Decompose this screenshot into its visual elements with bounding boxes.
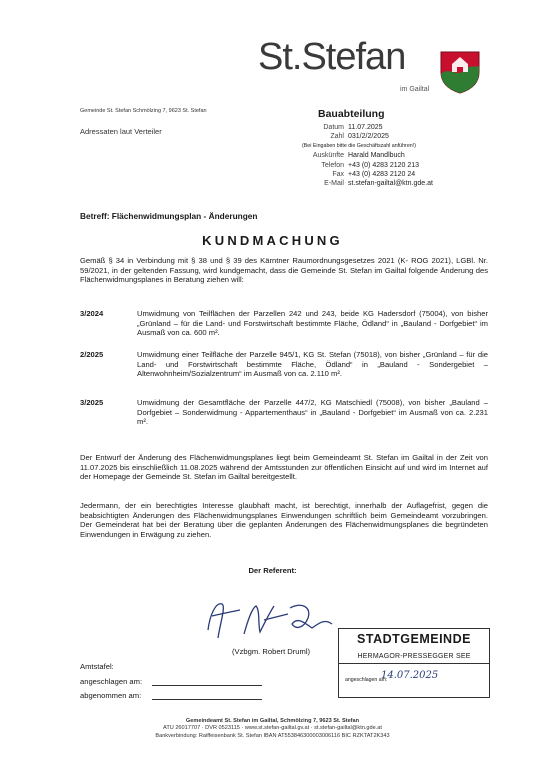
info-key: Zahl bbox=[330, 133, 344, 141]
stamp-posted-label: angeschlagen am: bbox=[345, 677, 388, 683]
footer-registration: ATU 26017707 · DVR 0523115 · www.st.stefan-gailtal.gv.at · st.stefan-gailtal@ktn.gde.at bbox=[163, 725, 382, 732]
amendment-number: 2/2025 bbox=[80, 350, 104, 359]
department-title: Bauabteilung bbox=[318, 108, 385, 120]
info-key: Auskünfte bbox=[312, 152, 344, 160]
info-key: Fax bbox=[332, 171, 344, 179]
posted-label: angeschlagen am: bbox=[80, 677, 143, 686]
info-row-contact bbox=[300, 151, 433, 160]
signature-icon bbox=[200, 594, 340, 644]
addressee: Adressaten laut Verteiler bbox=[80, 127, 162, 136]
document-title: KUNDMACHUNG bbox=[202, 233, 343, 248]
coat-of-arms-icon bbox=[437, 48, 483, 94]
sender-line: Gemeinde St. Stefan Schmölzing 7, 9623 St. Stefan bbox=[80, 108, 207, 114]
amtstafel-label: Amtstafel: bbox=[80, 662, 114, 671]
amendment-number: 3/2025 bbox=[80, 398, 104, 407]
info-key: Datum bbox=[323, 124, 344, 131]
municipality-logo-text: St.Stefan bbox=[258, 36, 406, 78]
removed-line bbox=[152, 691, 262, 700]
removed-label: abgenommen am: bbox=[80, 691, 142, 700]
footer-address: Gemeindeamt St. Stefan im Gailtal, Schmölzing 7, 9623 St. Stefan bbox=[185, 718, 360, 724]
amendment-item bbox=[80, 309, 488, 338]
posted-line bbox=[152, 677, 262, 686]
amendment-item bbox=[80, 350, 488, 379]
stamp-divider bbox=[339, 663, 489, 664]
info-value: +43 (0) 4283 2120 24 bbox=[348, 171, 416, 179]
intro-paragraph: Gemäß § 34 in Verbindung mit § 38 und § 39 des Kärntner Raumordnungsgesetzes 2021 (K- ROG 2021), LGBl. Nr. 59/2021, in der geltenden Fassung, wird kundgemacht, dass die Gemeinde St. Stefan im Gailtal folgende Änderung des Flächenwidmungsplanes in Beratung ziehen will: bbox=[80, 256, 488, 285]
info-value: st.stefan-gailtal@ktn.gde.at bbox=[348, 180, 433, 188]
footer-bank: Bankverbindung: Raiffeisenbank St. Stefan IBAN AT553846300003006116 BIC RZKTAT2K343 bbox=[155, 732, 390, 739]
info-key: E-Mail bbox=[324, 180, 344, 188]
info-note: (Bei Eingaben bitte die Geschäftszahl anführen!) bbox=[302, 142, 416, 149]
info-row-phone bbox=[300, 161, 433, 170]
footer bbox=[0, 718, 545, 740]
amendment-text: Umwidmung von Teilflächen der Parzellen 242 und 243, beide KG Hadersdorf (75004), von bisher „Grünland – für die Land- und Forstwirtschaft bestimmte Fläche, Ödland“ in „Bauland - Dorfgebiet“ im Ausmaß von ca. 600 m². bbox=[137, 309, 488, 338]
info-row-date bbox=[300, 123, 433, 132]
info-row-note bbox=[300, 142, 433, 151]
municipality-stamp bbox=[338, 628, 490, 698]
info-key: Telefon bbox=[321, 161, 344, 169]
subject-line: Betreff: Flächenwidmungsplan - Änderungen bbox=[80, 211, 258, 221]
amendment-item bbox=[80, 398, 488, 427]
display-notice-paragraph: Der Entwurf der Änderung des Flächenwidmungsplanes liegt beim Gemeindeamt St. Stefan im Gailtal in der Zeit von 11.07.2025 bis einschließlich 11.08.2025 während der Amtsstunden zur öffentlichen Einsicht auf und wird im Internet auf der Homepage der Gemeinde St. Stefan im Gailtal bereitgestellt. bbox=[80, 453, 488, 482]
info-value: 031/2/2/2025 bbox=[348, 133, 389, 141]
objection-paragraph: Jedermann, der ein berechtigtes Interesse glaubhaft macht, ist berechtigt, innerhalb der Auflagefrist, gegen die beabsichtigten Änderungen des Flächenwidmungsplanes Einwendungen schriftlich beim Gemeindeamt vorzubringen. Der Gemeinderat hat bei der Beratung über die geplanten Änderungen des Flächenwidmungsplanes die begründeten Einwendungen in Erwägung zu ziehen. bbox=[80, 501, 488, 539]
logo-subtitle: im Gailtal bbox=[400, 86, 430, 93]
stamp-subtitle: HERMAGOR-PRESSEGGER SEE bbox=[357, 653, 471, 660]
posted-date-row bbox=[80, 677, 262, 686]
info-value: +43 (0) 4283 2120 213 bbox=[348, 161, 420, 169]
info-value: Harald Mandlbuch bbox=[348, 152, 405, 160]
amendment-text: Umwidmung einer Teilfläche der Parzelle 945/1, KG St. Stefan (75018), von bisher „Grünland – für die Land- und Forstwirtschaft bestimmte Fläche, Ödland“ in „Bauland - Sondergebiet – Altenwohnheim/Sozialzentrum“ im Ausmaß von ca. 2.110 m². bbox=[137, 350, 488, 379]
referent-label: Der Referent: bbox=[248, 566, 297, 575]
info-row-email bbox=[300, 179, 433, 188]
amendment-number: 3/2024 bbox=[80, 309, 104, 318]
stamp-title: STADTGEMEINDE bbox=[357, 632, 471, 646]
department-info bbox=[300, 123, 433, 189]
signatory-name: (Vzbgm. Robert Druml) bbox=[232, 647, 311, 656]
info-value: 11.07.2025 bbox=[348, 124, 383, 131]
removed-date-row bbox=[80, 691, 262, 700]
stamp-handwritten-date: 14.07.2025 bbox=[381, 670, 439, 681]
info-row-reference bbox=[300, 132, 433, 141]
amendment-text: Umwidmung der Gesamtfläche der Parzelle 447/2, KG Matschiedl (75008), von bisher „Bauland – Dorfgebiet – Sonderwidmung - Appartementhaus“ in „Bauland - Dorfgebiet“ im Ausmaß von ca. 2.231 m². bbox=[137, 398, 488, 427]
info-row-fax bbox=[300, 170, 433, 179]
